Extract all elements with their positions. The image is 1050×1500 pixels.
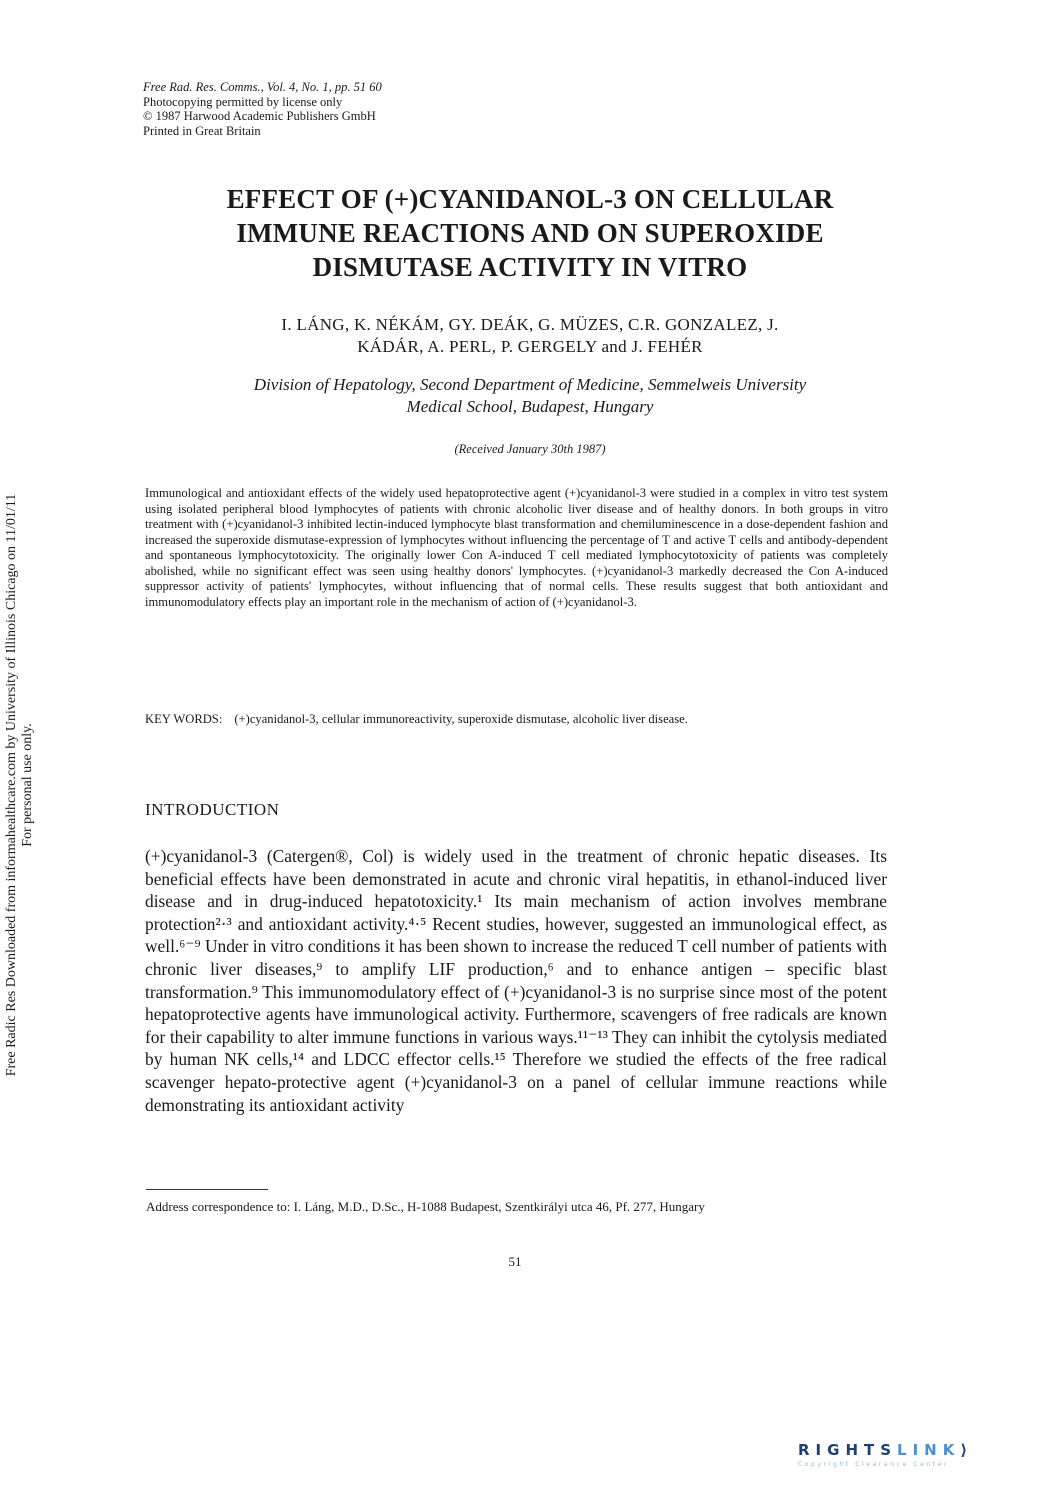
section-heading-introduction: INTRODUCTION bbox=[145, 800, 280, 819]
introduction-paragraph: (+)cyanidanol-3 (Catergen®, Col) is widely used in the treatment of chronic hepatic diseases. Its beneficial effects have been demonstrated in acute and chronic viral hepatitis, in ethanol-induced liver disease and in drug-induced hepatotoxicity.¹ Its main mechanism of action involves membrane protection²·³ and antioxidant activity.⁴·⁵ Recent studies, however, suggested an immunological effect, as well.⁶⁻⁹ Under in vitro conditions it has been shown to increase the reduced T cell number of patients with chronic liver diseases,⁹ to amplify LIF production,⁶ and to enhance antigen – specific blast transformation.⁹ This immunomodulatory effect of (+)cyanidanol-3 is no surprise since most of the potent hepatoprotective agents have immunological activity. Furthermore, scavengers of free radicals are known for their capability to alter immune functions in various ways.¹¹⁻¹³ They can inhibit the cytolysis mediated by human NK cells,¹⁴ and LDCC effector cells.¹⁵ Therefore we studied the effects of the free radical scavenger hepato-protective agent (+)cyanidanol-3 on a panel of cellular immune reactions while demonstrating its antioxidant activity bbox=[145, 846, 887, 1115]
abstract: Immunological and antioxidant effects of the widely used hepatoprotective agent (+)cyanidanol-3 were studied in a complex in vitro test system using isolated peripheral blood lymphocytes of patients with chronic alcoholic liver disease and of healthy donors. In both groups in vitro treatment with (+)cyanidanol-3 inhibited lectin-induced lymphocyte blast transformation and chemiluminescence in a dose-dependent fashion and increased the superoxide dismutase-expression of lymphocytes without influencing the percentage of T and active T cells and antibody-dependent and spontaneous lymphocytotoxicity. The originally lower Con A-induced T cell mediated lymphocytotoxicity of patients was completely abolished, while no significant effect was seen using healthy donors' lymphocytes. (+)cyanidanol-3 markedly decreased the Con A-induced suppressor activity of patients' lymphocytes, without influencing that of normal cells. These results suggest that both antioxidant and immunomodulatory effects play an important role in the mechanism of action of (+)cyanidanol-3. bbox=[145, 486, 888, 609]
journal-printed: Printed in Great Britain bbox=[143, 123, 261, 138]
article-title bbox=[120, 182, 940, 284]
title-line-2: IMMUNE REACTIONS AND ON SUPEROXIDE bbox=[236, 218, 824, 248]
author-list bbox=[120, 314, 940, 358]
watermark-line-1: Free Radic Res Downloaded from informahealthcare.com by University of Illinois Chicago on 11/01/11 bbox=[4, 493, 19, 1077]
keywords-label: KEY WORDS: bbox=[145, 712, 223, 726]
affiliation-line-2: Medical School, Budapest, Hungary bbox=[406, 397, 654, 416]
journal-license: Photocopying permitted by license only bbox=[143, 94, 343, 109]
journal-copyright: © 1987 Harwood Academic Publishers GmbH bbox=[143, 109, 376, 123]
correspondence-footnote: Address correspondence to: I. Láng, M.D., D.Sc., H-1088 Budapest, Szentkirályi utca 46, Pf. 277, Hungary bbox=[146, 1199, 705, 1214]
rightslink-arrow-icon: ⟩ bbox=[960, 1441, 974, 1459]
download-watermark bbox=[0, 0, 40, 1500]
rightslink-tagline: Copyright Clearance Center bbox=[798, 1461, 950, 1468]
affiliation-line-1: Division of Hepatology, Second Department of Medicine, Semmelweis University bbox=[253, 375, 807, 394]
authors-line-2: KÁDÁR, A. PERL, P. GERGELY and J. FEHÉR bbox=[357, 337, 703, 356]
rightslink-word-link: LINK bbox=[897, 1441, 961, 1459]
keywords-text: (+)cyanidanol-3, cellular immunoreactivity, superoxide dismutase, alcoholic liver disease. bbox=[234, 712, 688, 726]
rightslink-word-rights: RIGHTS bbox=[798, 1441, 898, 1459]
affiliation bbox=[120, 374, 940, 418]
footnote-divider bbox=[146, 1189, 268, 1190]
journal-citation: Free Rad. Res. Comms., Vol. 4, No. 1, pp. 51 60 bbox=[143, 80, 382, 94]
rightslink-logo[interactable] bbox=[798, 1441, 1028, 1477]
title-line-1: EFFECT OF (+)CYANIDANOL-3 ON CELLULAR bbox=[226, 184, 834, 214]
watermark-line-2: For personal use only. bbox=[20, 723, 35, 847]
journal-info bbox=[143, 80, 563, 138]
received-date: (Received January 30th 1987) bbox=[454, 442, 606, 456]
page-number: 51 bbox=[508, 1254, 522, 1269]
keywords bbox=[145, 712, 888, 728]
title-line-3: DISMUTASE ACTIVITY IN VITRO bbox=[312, 252, 748, 282]
authors-line-1: I. LÁNG, K. NÉKÁM, GY. DEÁK, G. MÜZES, C.R. GONZALEZ, J. bbox=[281, 315, 779, 334]
